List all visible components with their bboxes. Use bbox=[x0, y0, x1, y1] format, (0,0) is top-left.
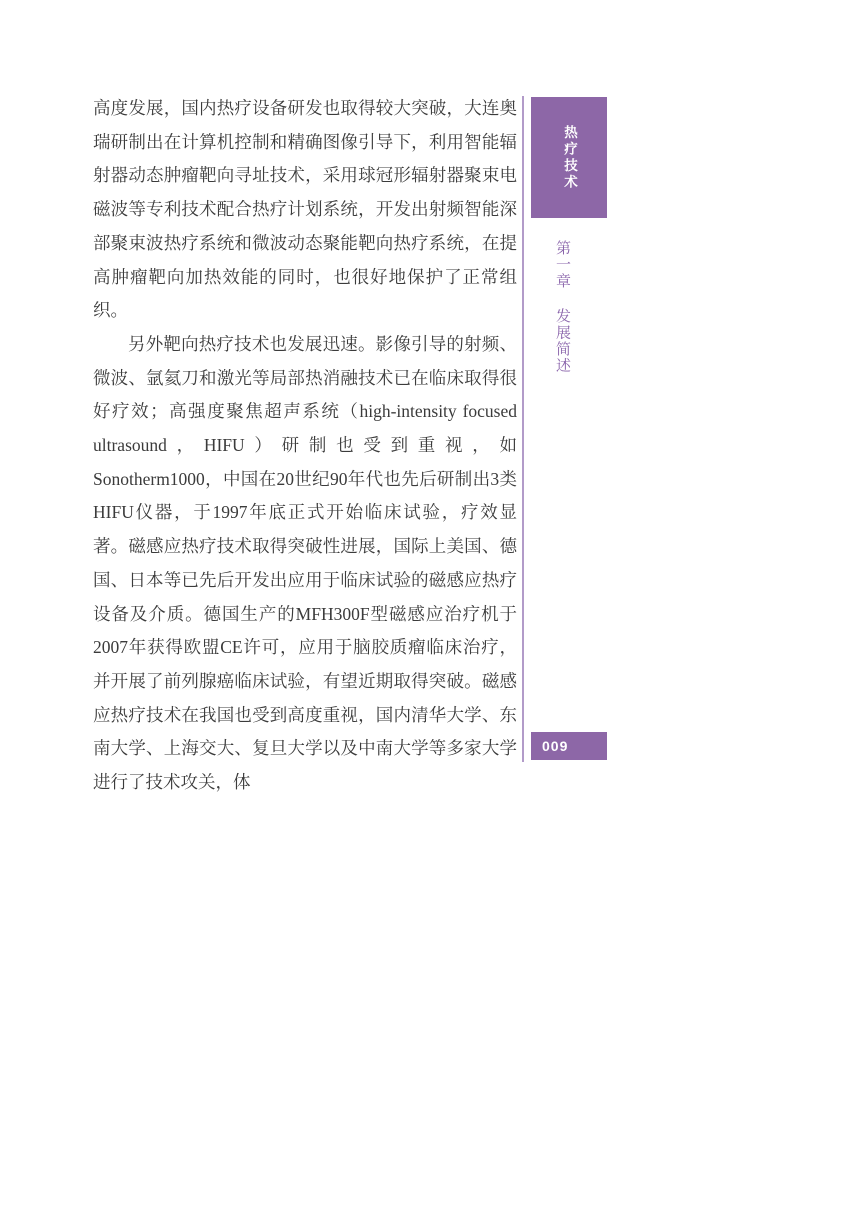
body-text bbox=[93, 92, 517, 800]
chapter-title: 发展简述 bbox=[554, 307, 570, 374]
body-paragraph: 另外靶向热疗技术也发展迅速。影像引导的射频、微波、氩氦刀和激光等局部热消融技术已在临床取得很好疗效；高强度聚焦超声系统（high-intensity focused ultrasound，HIFU）研制也受到重视，如 Sonotherm1000，中国在20世纪90年代也先后研制出3类HIFU仪器，于1997年底正式开始临床试验，疗效显著。磁感应热疗技术取得突破性进展，国际上美国、德国、日本等已先后开发出应用于临床试验的磁感应热疗设备及介质。德国生产的MFH300F型磁感应治疗机于2007年获得欧盟CE许可，应用于脑胶质瘤临床治疗，并开展了前列腺癌临床试验，有望近期取得突破。磁感应热疗技术在我国也受到高度重视，国内清华大学、东南大学、上海交大、复旦大学以及中南大学等多家大学进行了技术攻关，体 bbox=[93, 333, 517, 793]
page-number-badge bbox=[531, 732, 607, 760]
book-title-banner bbox=[531, 97, 607, 218]
chapter-label: 第一章 bbox=[554, 240, 570, 290]
page-number: 009 bbox=[542, 738, 569, 754]
body-paragraph: 高度发展，国内热疗设备研发也取得较大突破，大连奥瑞研制出在计算机控制和精确图像引导下，利用智能辐射器动态肿瘤靶向寻址技术，采用球冠形辐射器聚束电磁波等专利技术配合热疗计划系统，开发出射频智能深部聚束波热疗系统和微波动态聚能靶向热疗系统，在提高肿瘤靶向加热效能的同时，也很好地保护了正常组织。 bbox=[93, 98, 517, 321]
chapter-heading bbox=[552, 240, 573, 600]
book-title: 热疗技术 bbox=[562, 124, 577, 191]
sidebar-divider-line bbox=[522, 96, 524, 762]
